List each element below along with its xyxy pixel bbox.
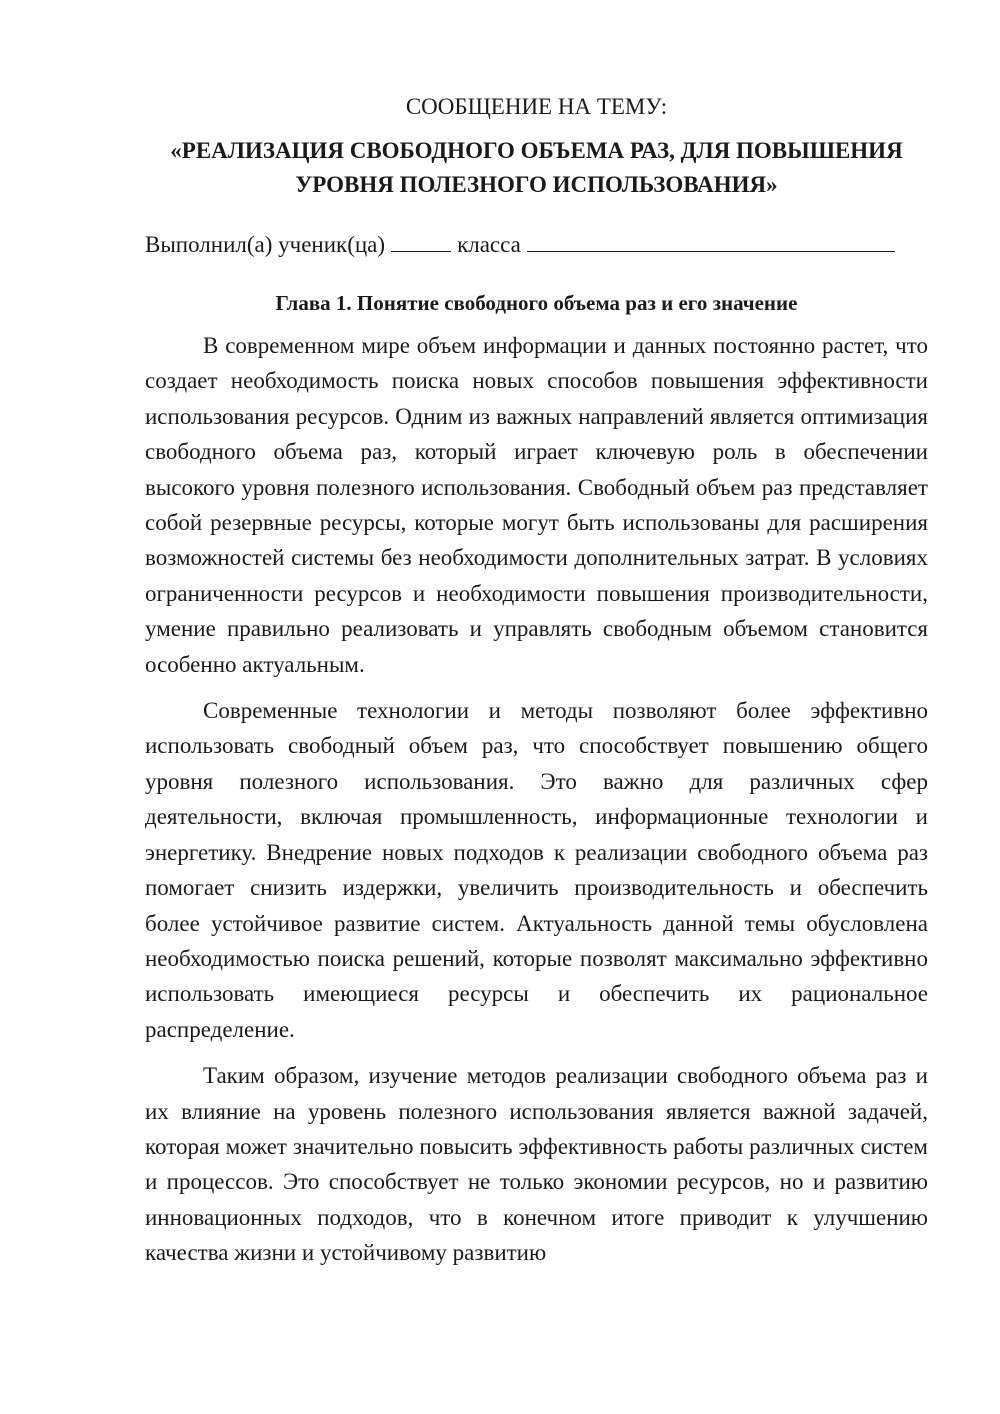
author-prefix: Выполнил(а) ученик(ца): [145, 232, 386, 257]
paragraph-2: Современные технологии и методы позволяют более эффективно использовать свободный объем раз, что способствует повышению общего уровня полезного использования. Это важно для различных сфер деятельности, включая промышленность, информационные технологии и энергетику. Внедрение новых подходов к реализации свободного объема раз помогает снизить издержки, увеличить производительность и обеспечить более устойчивое развитие систем. Актуальность данной темы обусловлена необходимостью поиска решений, которые позволят максимально эффективно использовать имеющиеся ресурсы и обеспечить их рациональное распределение.: [145, 698, 928, 1042]
document-title-line-2: УРОВНЯ ПОЛЕЗНОГО ИСПОЛЬЗОВАНИЯ»: [295, 172, 778, 197]
document-title-line-1: «РЕАЛИЗАЦИЯ СВОБОДНОГО ОБЪЕМА РАЗ, ДЛЯ ПОВЫШЕНИЯ: [170, 138, 903, 163]
chapter-title: Глава 1. Понятие свободного объема раз и его значение: [275, 291, 798, 315]
author-line: [145, 230, 928, 260]
document-page: [145, 92, 928, 1271]
class-blank: [391, 231, 451, 252]
author-class-label: класса: [457, 232, 521, 257]
name-blank: [527, 231, 895, 252]
paragraph-1: В современном мире объем информации и данных постоянно растет, что создает необходимость поиска новых способов повышения эффективности использования ресурсов. Одним из важных направлений является оптимизация свободного объема раз, который играет ключевую роль в обеспечении высокого уровня полезного использования. Свободный объем раз представляет собой резервные ресурсы, которые могут быть использованы для расширения возможностей системы без необходимости дополнительных затрат. В условиях ограниченности ресурсов и необходимости повышения производительности, умение правильно реализовать и управлять свободным объемом становится особенно актуальным.: [145, 333, 928, 677]
document-title: [145, 134, 928, 202]
paragraph-3: Таким образом, изучение методов реализации свободного объема раз и их влияние на уровень полезного использования является важной задачей, которая может значительно повысить эффективность работы различных систем и процессов. Это способствует не только экономии ресурсов, но и развитию инновационных подходов, что в конечном итоге приводит к улучшению качества жизни и устойчивому развитию: [145, 1063, 928, 1266]
document-header: СООБЩЕНИЕ НА ТЕМУ:: [405, 94, 668, 119]
